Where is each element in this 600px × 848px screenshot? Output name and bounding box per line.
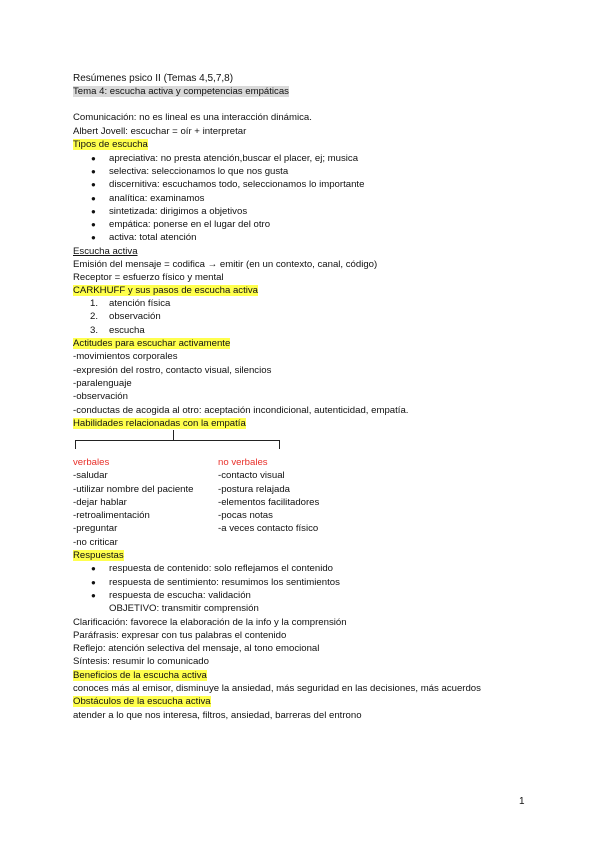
- bullet-icon: ●: [91, 167, 96, 176]
- bullet-icon: ●: [91, 194, 96, 203]
- actitudes-item: -observación: [73, 391, 128, 402]
- actitudes-item: -paralenguaje: [73, 378, 132, 389]
- obstaculos-text: atender a lo que nos interesa, filtros, ansiedad, barreras del entrono: [73, 710, 362, 721]
- bullet-icon: ●: [91, 220, 96, 229]
- bullet-icon: ●: [91, 180, 96, 189]
- tipos-item: empática: ponerse en el lugar del otro: [109, 219, 271, 230]
- step-number: 2.: [90, 311, 99, 322]
- objetivo-text: OBJETIVO: transmitir comprensión: [109, 603, 259, 614]
- habilidades-heading: Habilidades relacionadas con la empatía: [73, 418, 246, 429]
- no-verbales-item: -pocas notas: [218, 510, 273, 521]
- respuestas-heading: Respuestas: [73, 550, 124, 561]
- escucha-activa-heading: Escucha activa: [73, 246, 138, 257]
- tipos-item: analítica: examinamos: [109, 193, 205, 204]
- step-number: 1.: [90, 298, 99, 309]
- no-verbales-item: -contacto visual: [218, 470, 285, 481]
- bullet-icon: ●: [91, 591, 96, 600]
- tipos-heading: Tipos de escucha: [73, 139, 148, 150]
- no-verbales-item: -postura relajada: [218, 484, 290, 495]
- bullet-icon: ●: [91, 564, 96, 573]
- bullet-icon: ●: [91, 154, 96, 163]
- respuestas-item: respuesta de sentimiento: resumimos los sentimientos: [109, 577, 340, 588]
- doc-subtitle: Tema 4: escucha activa y competencias empáticas: [73, 86, 289, 97]
- parafrasis-text: Paráfrasis: expresar con tus palabras el contenido: [73, 630, 287, 641]
- comunicacion-text: Comunicación: no es lineal es una interacción dinámica.: [73, 112, 312, 123]
- emision-text: Emisión del mensaje = codifica → emitir (en un contexto, canal, código): [73, 259, 378, 270]
- verbales-item: -saludar: [73, 470, 108, 481]
- no-verbales-item: -elementos facilitadores: [218, 497, 320, 508]
- actitudes-item: -movimientos corporales: [73, 351, 178, 362]
- tipos-item: selectiva: seleccionamos lo que nos gusta: [109, 166, 289, 177]
- no-verbales-heading: no verbales: [218, 457, 268, 468]
- tipos-item: apreciativa: no presta atención,buscar el placer, ej; musica: [109, 153, 359, 164]
- step-text: atención física: [109, 298, 171, 309]
- bullet-icon: ●: [91, 233, 96, 242]
- verbales-heading: verbales: [73, 457, 110, 468]
- actitudes-item: -expresión del rostro, contacto visual, silencios: [73, 365, 272, 376]
- bullet-icon: ●: [91, 207, 96, 216]
- verbales-item: -dejar hablar: [73, 497, 127, 508]
- clarificacion-text: Clarificación: favorece la elaboración de la info y la comprensión: [73, 617, 347, 628]
- page-number: 1: [519, 796, 525, 807]
- tipos-item: discernitiva: escuchamos todo, seleccionamos lo importante: [109, 179, 365, 190]
- respuestas-item: respuesta de escucha: validación: [109, 590, 251, 601]
- verbales-item: -utilizar nombre del paciente: [73, 484, 194, 495]
- step-text: escucha: [109, 325, 145, 336]
- obstaculos-heading: Obstáculos de la escucha activa: [73, 696, 211, 707]
- no-verbales-item: -a veces contacto físico: [218, 523, 319, 534]
- respuestas-item: respuesta de contenido: solo reflejamos el contenido: [109, 563, 333, 574]
- doc-title: Resúmenes psico II (Temas 4,5,7,8): [73, 73, 234, 84]
- beneficios-text: conoces más al emisor, disminuye la ansiedad, más seguridad en las decisiones, más acuerdos: [73, 683, 481, 694]
- step-number: 3.: [90, 325, 99, 336]
- bullet-icon: ●: [91, 578, 96, 587]
- sintesis-text: Síntesis: resumir lo comunicado: [73, 656, 209, 667]
- verbales-item: -retroalimentación: [73, 510, 150, 521]
- reflejo-text: Reflejo: atención selectiva del mensaje, al tono emocional: [73, 643, 320, 654]
- beneficios-heading: Beneficios de la escucha activa: [73, 670, 207, 681]
- receptor-text: Receptor = esfuerzo físico y mental: [73, 272, 224, 283]
- carkhuff-heading: CARKHUFF y sus pasos de escucha activa: [73, 285, 259, 296]
- empathy-tree-connector: [75, 430, 280, 450]
- step-text: observación: [109, 311, 161, 322]
- albert-text: Albert Jovell: escuchar = oír + interpretar: [73, 126, 247, 137]
- tipos-item: sintetizada: dirigimos a objetivos: [109, 206, 248, 217]
- tipos-item: activa: total atención: [109, 232, 197, 243]
- verbales-item: -no criticar: [73, 537, 118, 548]
- verbales-item: -preguntar: [73, 523, 118, 534]
- actitudes-heading: Actitudes para escuchar activamente: [73, 338, 231, 349]
- actitudes-item: -conductas de acogida al otro: aceptación incondicional, autenticidad, empatía.: [73, 405, 409, 416]
